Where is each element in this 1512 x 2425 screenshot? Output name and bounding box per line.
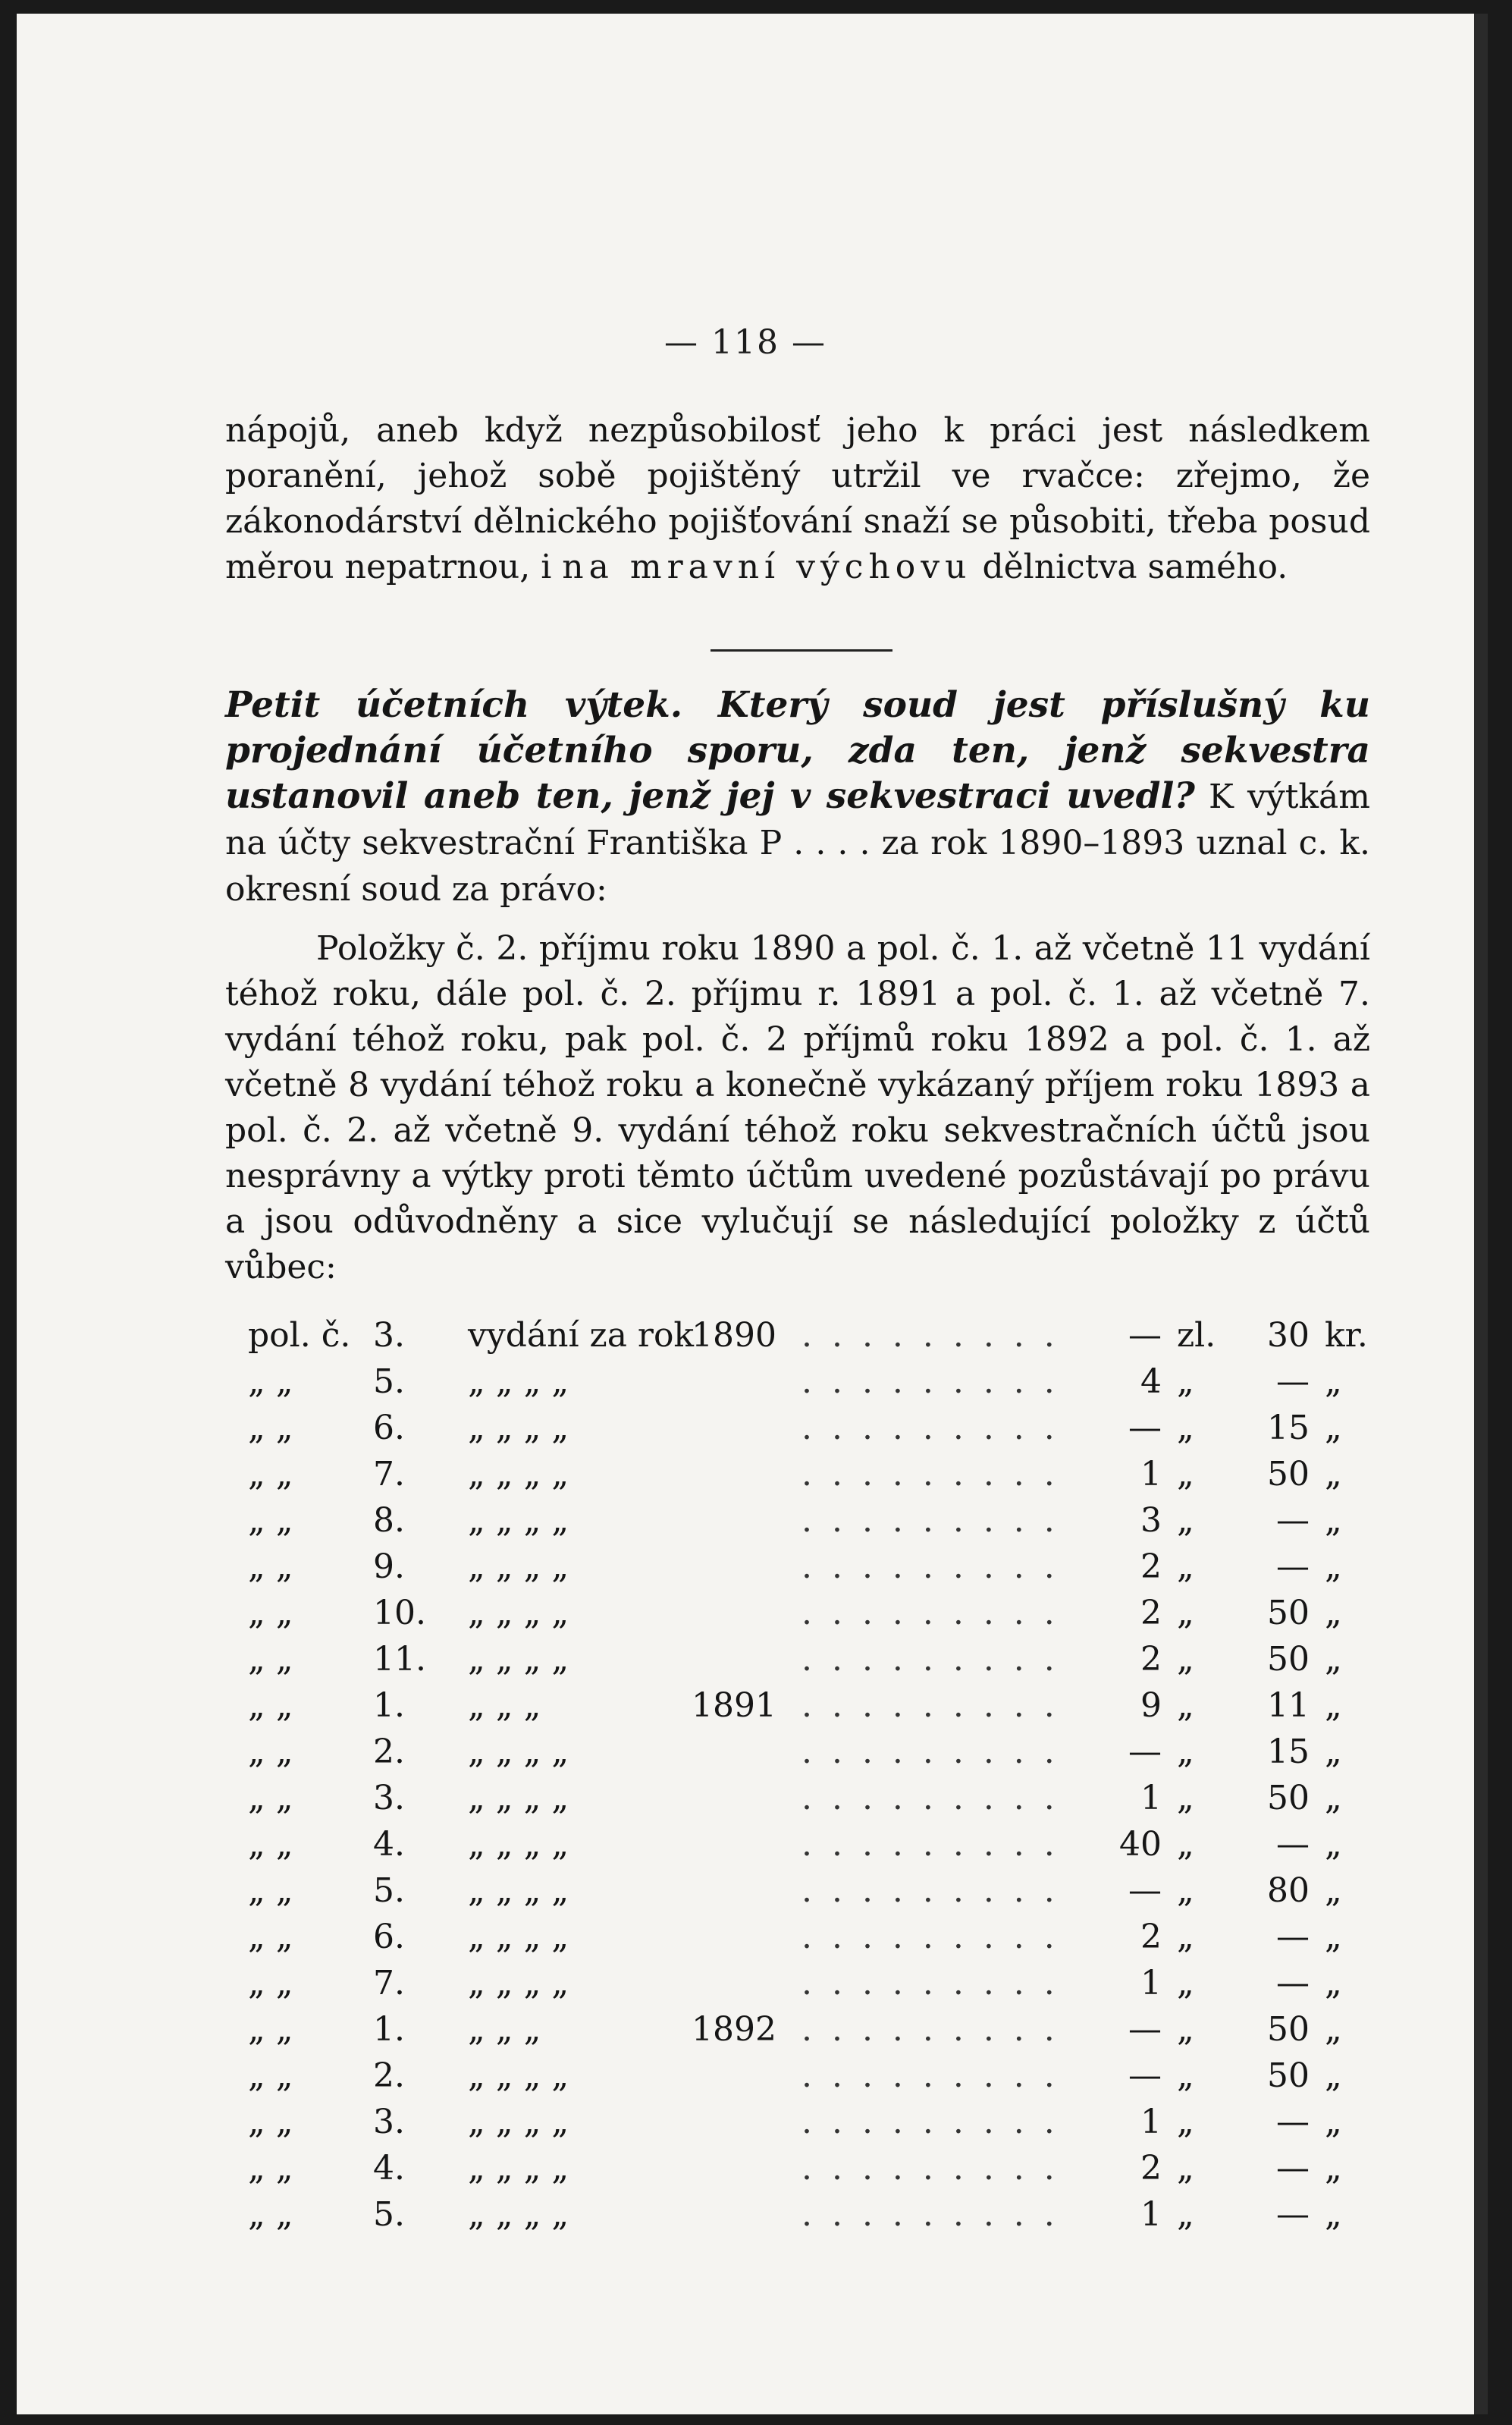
item-zl-amount: 1 — [1140, 1455, 1162, 1494]
item-zl-unit: „ — [1177, 1686, 1194, 1725]
list-item — [248, 1497, 1385, 1544]
item-leader-dots: . . . . . . . . . — [801, 2149, 1059, 2188]
item-prefix: „ „ — [248, 2056, 293, 2095]
item-number: 7. — [373, 1964, 405, 2003]
item-zl-unit: „ — [1177, 1362, 1194, 1401]
item-kr-unit: „ — [1325, 1964, 1342, 2003]
item-label: „ „ „ „ — [468, 1362, 569, 1401]
list-item — [248, 1960, 1385, 2006]
item-year: 1890 — [692, 1316, 776, 1355]
item-kr-unit: „ — [1325, 1779, 1342, 1817]
item-leader-dots: . . . . . . . . . — [801, 1501, 1059, 1540]
list-item — [248, 1451, 1385, 1497]
heading-italic: Petit účetních výtek. Který soud jest příslušný ku projednání účetního sporu, zda ten, jenž sekvestra ustanovil aneb ten, jenž jej v sekvestraci uvedl? — [225, 684, 1370, 817]
item-prefix: „ „ — [248, 1640, 293, 1679]
item-kr-unit: „ — [1325, 2056, 1342, 2095]
item-label: „ „ „ „ — [468, 1594, 569, 1632]
item-prefix: „ „ — [248, 1871, 293, 1910]
item-kr-amount: — — [1276, 1501, 1310, 1540]
item-kr-unit: „ — [1325, 1732, 1342, 1771]
item-leader-dots: . . . . . . . . . — [801, 2195, 1059, 2234]
item-prefix: „ „ — [248, 1918, 293, 1956]
item-label: „ „ „ „ — [468, 1779, 569, 1817]
book-page — [17, 14, 1488, 2414]
item-leader-dots: . . . . . . . . . — [801, 1964, 1059, 2003]
list-item — [248, 2191, 1385, 2238]
item-prefix: pol. č. — [248, 1316, 351, 1355]
item-zl-amount: 1 — [1140, 1779, 1162, 1817]
item-kr-unit: „ — [1325, 1409, 1342, 1447]
item-zl-amount: 1 — [1140, 2195, 1162, 2234]
item-zl-amount: 9 — [1140, 1686, 1162, 1725]
ruling-paragraph: Položky č. 2. příjmu roku 1890 a pol. č. 1. až včetně 11 vydání téhož roku, dále pol. č. 2. příjmu r. 1891 a pol. č. 1. až včetně 7. vydání téhož roku, pak pol. č. 2 příjmů roku 1892 a pol. č. 1. až včetně 8 vydání téhož roku a konečně vykázaný příjem roku 1893 a pol. č. 2. až včetně 9. vydání téhož roku sekvestračních účtů jsou nesprávny a výtky proti těmto účtům uvedené pozůstávají po právu a jsou odůvodněny a sice vylučují se následující položky z účtů vůbec: — [225, 929, 1370, 1286]
item-number: 6. — [373, 1918, 405, 1956]
item-zl-unit: zl. — [1177, 1316, 1216, 1355]
item-label: „ „ „ „ — [468, 1501, 569, 1540]
item-year: 1892 — [692, 2010, 776, 2049]
list-item — [248, 2099, 1385, 2145]
item-leader-dots: . . . . . . . . . — [801, 2103, 1059, 2141]
item-zl-amount: 2 — [1140, 1640, 1162, 1679]
item-year: 1891 — [692, 1686, 776, 1725]
item-zl-unit: „ — [1177, 1732, 1194, 1771]
item-label: „ „ „ „ — [468, 1918, 569, 1956]
item-kr-amount: — — [1276, 1547, 1310, 1586]
item-number: 2. — [373, 1732, 405, 1771]
item-kr-amount: 50 — [1267, 2010, 1310, 2049]
item-zl-unit: „ — [1177, 1825, 1194, 1864]
item-kr-unit: kr. — [1325, 1316, 1368, 1355]
item-kr-amount: 11 — [1267, 1686, 1310, 1725]
page-number: — 118 — — [664, 323, 827, 362]
item-kr-unit: „ — [1325, 2149, 1342, 2188]
item-prefix: „ „ — [248, 2195, 293, 2234]
item-kr-amount: — — [1276, 1825, 1310, 1864]
item-number: 4. — [373, 1825, 405, 1864]
item-kr-amount: 50 — [1267, 1455, 1310, 1494]
item-kr-amount: — — [1276, 2103, 1310, 2141]
item-number: 6. — [373, 1409, 405, 1447]
item-label: „ „ „ — [468, 2010, 541, 2049]
item-label: „ „ „ „ — [468, 2195, 569, 2234]
item-number: 5. — [373, 1871, 405, 1910]
item-label: „ „ „ „ — [468, 2056, 569, 2095]
item-zl-unit: „ — [1177, 1964, 1194, 2003]
item-zl-amount: — — [1128, 2056, 1162, 2095]
item-leader-dots: . . . . . . . . . — [801, 1686, 1059, 1725]
item-zl-unit: „ — [1177, 1640, 1194, 1679]
item-kr-amount: — — [1276, 1362, 1310, 1401]
item-prefix: „ „ — [248, 1686, 293, 1725]
item-leader-dots: . . . . . . . . . — [801, 1918, 1059, 1956]
list-item — [248, 2053, 1385, 2099]
item-number: 10. — [373, 1594, 426, 1632]
item-zl-amount: — — [1128, 1316, 1162, 1355]
item-prefix: „ „ — [248, 1501, 293, 1540]
list-item — [248, 1590, 1385, 1636]
item-kr-unit: „ — [1325, 2010, 1342, 2049]
item-kr-unit: „ — [1325, 1362, 1342, 1401]
item-kr-unit: „ — [1325, 2103, 1342, 2141]
item-zl-amount: — — [1128, 1409, 1162, 1447]
item-number: 7. — [373, 1455, 405, 1494]
item-kr-amount: 50 — [1267, 1594, 1310, 1632]
item-zl-amount: — — [1128, 1732, 1162, 1771]
list-item — [248, 1775, 1385, 1821]
item-kr-amount: — — [1276, 1918, 1310, 1956]
item-leader-dots: . . . . . . . . . — [801, 1594, 1059, 1632]
item-kr-amount: 30 — [1267, 1316, 1310, 1355]
list-item — [248, 1544, 1385, 1590]
item-kr-unit: „ — [1325, 1547, 1342, 1586]
list-item — [248, 1312, 1385, 1359]
item-kr-amount: 80 — [1267, 1871, 1310, 1910]
list-item — [248, 1914, 1385, 1960]
list-item — [248, 1359, 1385, 1405]
item-leader-dots: . . . . . . . . . — [801, 1779, 1059, 1817]
list-item — [248, 1821, 1385, 1867]
item-kr-amount: 50 — [1267, 1640, 1310, 1679]
item-kr-amount: — — [1276, 1964, 1310, 2003]
intro-spaced-emphasis: na mravní výchovu — [562, 548, 972, 586]
item-kr-unit: „ — [1325, 1871, 1342, 1910]
item-kr-unit: „ — [1325, 1640, 1342, 1679]
item-zl-unit: „ — [1177, 2056, 1194, 2095]
item-label: „ „ „ „ — [468, 1409, 569, 1447]
item-number: 1. — [373, 2010, 405, 2049]
list-item — [248, 1729, 1385, 1775]
item-prefix: „ „ — [248, 2010, 293, 2049]
item-number: 2. — [373, 2056, 405, 2095]
item-zl-unit: „ — [1177, 1779, 1194, 1817]
item-label: „ „ „ „ — [468, 1547, 569, 1586]
excluded-items-list — [248, 1312, 1385, 2238]
item-zl-unit: „ — [1177, 2010, 1194, 2049]
item-zl-amount: — — [1128, 2010, 1162, 2049]
list-item — [248, 1636, 1385, 1682]
item-prefix: „ „ — [248, 1455, 293, 1494]
list-item — [248, 1867, 1385, 1914]
section-heading — [225, 683, 1370, 913]
item-zl-unit: „ — [1177, 1501, 1194, 1540]
item-label: „ „ „ „ — [468, 2149, 569, 2188]
item-kr-unit: „ — [1325, 1455, 1342, 1494]
item-zl-amount: 4 — [1140, 1362, 1162, 1401]
item-prefix: „ „ — [248, 1594, 293, 1632]
item-zl-amount: 40 — [1119, 1825, 1162, 1864]
item-label: „ „ „ „ — [468, 1825, 569, 1864]
item-kr-amount: 50 — [1267, 1779, 1310, 1817]
item-number: 1. — [373, 1686, 405, 1725]
item-zl-unit: „ — [1177, 1455, 1194, 1494]
item-number: 4. — [373, 2149, 405, 2188]
item-number: 3. — [373, 1779, 405, 1817]
section-divider — [711, 649, 892, 652]
item-label: „ „ „ „ — [468, 1871, 569, 1910]
item-prefix: „ „ — [248, 1964, 293, 2003]
item-kr-amount: — — [1276, 2195, 1310, 2234]
item-zl-amount: 2 — [1140, 1547, 1162, 1586]
item-label: „ „ „ „ — [468, 2103, 569, 2141]
item-leader-dots: . . . . . . . . . — [801, 1362, 1059, 1401]
item-leader-dots: . . . . . . . . . — [801, 1871, 1059, 1910]
heading-rest: K výtkám na účty sekvestrační Františka P . . . . za rok 1890–1893 uznal c. k. okresní soud za právo: — [225, 777, 1371, 909]
item-zl-unit: „ — [1177, 2149, 1194, 2188]
item-number: 11. — [373, 1640, 426, 1679]
item-number: 5. — [373, 2195, 405, 2234]
item-leader-dots: . . . . . . . . . — [801, 2010, 1059, 2049]
intro-paragraph — [225, 408, 1370, 590]
item-label: vydání za rok — [468, 1316, 695, 1355]
item-kr-unit: „ — [1325, 1918, 1342, 1956]
item-zl-amount: — — [1128, 1871, 1162, 1910]
item-prefix: „ „ — [248, 1409, 293, 1447]
item-prefix: „ „ — [248, 1547, 293, 1586]
list-item — [248, 1405, 1385, 1451]
item-number: 3. — [373, 1316, 405, 1355]
item-zl-unit: „ — [1177, 1547, 1194, 1586]
item-number: 8. — [373, 1501, 405, 1540]
item-label: „ „ „ „ — [468, 1455, 569, 1494]
item-zl-amount: 2 — [1140, 1918, 1162, 1956]
item-kr-unit: „ — [1325, 1686, 1342, 1725]
item-zl-amount: 2 — [1140, 1594, 1162, 1632]
item-number: 3. — [373, 2103, 405, 2141]
item-kr-amount: 15 — [1267, 1732, 1310, 1771]
item-prefix: „ „ — [248, 1362, 293, 1401]
item-number: 9. — [373, 1547, 405, 1586]
item-zl-unit: „ — [1177, 2103, 1194, 2141]
item-leader-dots: . . . . . . . . . — [801, 1455, 1059, 1494]
item-kr-amount: 15 — [1267, 1409, 1310, 1447]
intro-text-before: nápojů, aneb když nezpůsobilosť jeho k práci jest následkem poranění, jehož sobě pojištěný utržil ve rvačce: zřejmo, že zákonodárství dělnického pojišťování snaží se působiti, třeba posud měrou nepatrnou, i — [225, 411, 1370, 586]
list-item — [248, 1682, 1385, 1729]
item-prefix: „ „ — [248, 2103, 293, 2141]
item-leader-dots: . . . . . . . . . — [801, 2056, 1059, 2095]
item-number: 5. — [373, 1362, 405, 1401]
item-kr-unit: „ — [1325, 1825, 1342, 1864]
item-label: „ „ „ „ — [468, 1964, 569, 2003]
item-kr-amount: 50 — [1267, 2056, 1310, 2095]
item-leader-dots: . . . . . . . . . — [801, 1640, 1059, 1679]
item-kr-unit: „ — [1325, 1594, 1342, 1632]
item-label: „ „ „ „ — [468, 1640, 569, 1679]
item-zl-unit: „ — [1177, 1918, 1194, 1956]
list-item — [248, 2006, 1385, 2053]
intro-text-after: dělnictva samého. — [971, 548, 1288, 586]
item-leader-dots: . . . . . . . . . — [801, 1825, 1059, 1864]
item-zl-unit: „ — [1177, 1594, 1194, 1632]
item-leader-dots: . . . . . . . . . — [801, 1409, 1059, 1447]
item-prefix: „ „ — [248, 1825, 293, 1864]
item-label: „ „ „ „ — [468, 1732, 569, 1771]
item-leader-dots: . . . . . . . . . — [801, 1547, 1059, 1586]
item-prefix: „ „ — [248, 2149, 293, 2188]
item-kr-unit: „ — [1325, 1501, 1342, 1540]
item-label: „ „ „ — [468, 1686, 541, 1725]
item-leader-dots: . . . . . . . . . — [801, 1732, 1059, 1771]
item-zl-amount: 1 — [1140, 2103, 1162, 2141]
list-item — [248, 2145, 1385, 2191]
item-kr-unit: „ — [1325, 2195, 1342, 2234]
item-leader-dots: . . . . . . . . . — [801, 1316, 1059, 1355]
item-prefix: „ „ — [248, 1779, 293, 1817]
item-prefix: „ „ — [248, 1732, 293, 1771]
item-zl-amount: 1 — [1140, 1964, 1162, 2003]
item-zl-amount: 2 — [1140, 2149, 1162, 2188]
item-zl-unit: „ — [1177, 1409, 1194, 1447]
item-zl-unit: „ — [1177, 2195, 1194, 2234]
item-zl-unit: „ — [1177, 1871, 1194, 1910]
item-kr-amount: — — [1276, 2149, 1310, 2188]
item-zl-amount: 3 — [1140, 1501, 1162, 1540]
